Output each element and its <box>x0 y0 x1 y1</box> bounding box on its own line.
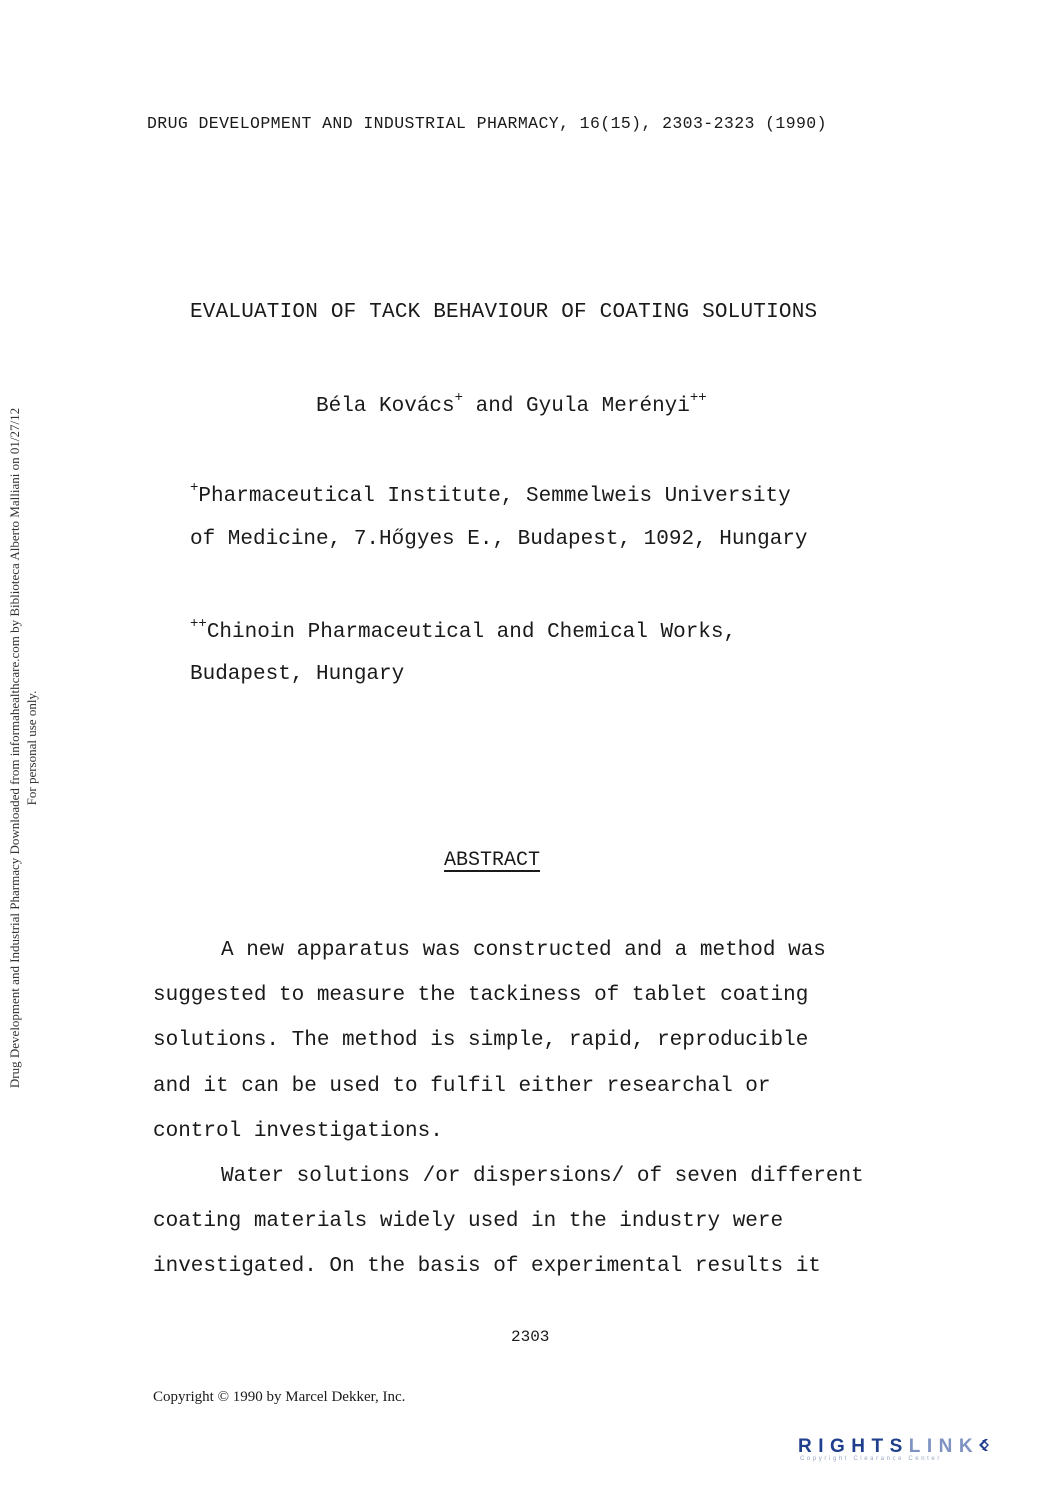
author-2-mark: ++ <box>689 390 707 406</box>
download-notice-line1: Drug Development and Industrial Pharmacy Downloaded from informahealthcare.com by Biblioteca Alberto Malliani on 01/27/12 <box>7 407 22 1089</box>
abstract-line: and it can be used to fulfil either researchal or <box>153 1074 771 1098</box>
abstract-paragraph-2 <box>153 1154 953 1290</box>
rightslink-tagline: Copyright Clearance Center <box>800 1456 942 1462</box>
affiliation-2-mark: ++ <box>190 616 207 632</box>
abstract-line: investigated. On the basis of experimental results it <box>153 1255 821 1279</box>
authors-and: and <box>463 395 527 418</box>
affiliation-2-text: Chinoin Pharmaceutical and Chemical Works, <box>206 621 737 644</box>
abstract-line: Water solutions /or dispersions/ of seven different <box>221 1165 864 1188</box>
abstract-paragraph-1 <box>153 928 953 1154</box>
abstract-line: suggested to measure the tackiness of tablet coating <box>153 984 809 1008</box>
rightslink-rights: RIGHTS <box>798 1436 909 1457</box>
journal-header: DRUG DEVELOPMENT AND INDUSTRIAL PHARMACY, 16(15), 2303-2323 (1990) <box>147 114 827 133</box>
download-notice <box>6 308 40 1188</box>
authors <box>316 392 707 418</box>
author-2: Gyula Merényi <box>526 395 690 418</box>
affiliation-1-text: Pharmaceutical Institute, Semmelweis University <box>198 485 791 508</box>
affiliation-1-line-1 <box>190 482 791 508</box>
affiliation-1-line-2: of Medicine, 7.Hőgyes E., Budapest, 1092, Hungary <box>190 528 808 551</box>
abstract-line: coating materials widely used in the industry were <box>153 1210 784 1234</box>
author-1-mark: + <box>454 390 464 406</box>
author-1: Béla Kovács <box>316 395 455 418</box>
rightslink-logo[interactable] <box>798 1436 1032 1462</box>
rightslink-link: LINK <box>908 1436 980 1457</box>
affiliation-1-mark: + <box>190 480 199 496</box>
abstract-heading: ABSTRACT <box>444 849 541 872</box>
page-number: 2303 <box>511 1328 550 1346</box>
affiliation-2-line-2: Budapest, Hungary <box>190 663 405 686</box>
article-title: EVALUATION OF TACK BEHAVIOUR OF COATING SOLUTIONS <box>190 301 818 324</box>
abstract-line: solutions. The method is simple, rapid, reproducible <box>153 1029 809 1053</box>
rightslink-chevron-icon <box>975 1436 993 1454</box>
abstract-line: A new apparatus was constructed and a method was <box>221 939 826 962</box>
affiliation-2-line-1 <box>190 618 736 644</box>
rightslink-wordmark <box>798 1436 1032 1458</box>
download-notice-line2: For personal use only. <box>24 690 39 806</box>
abstract-line: control investigations. <box>153 1119 443 1143</box>
copyright-notice: Copyright © 1990 by Marcel Dekker, Inc. <box>153 1389 406 1405</box>
